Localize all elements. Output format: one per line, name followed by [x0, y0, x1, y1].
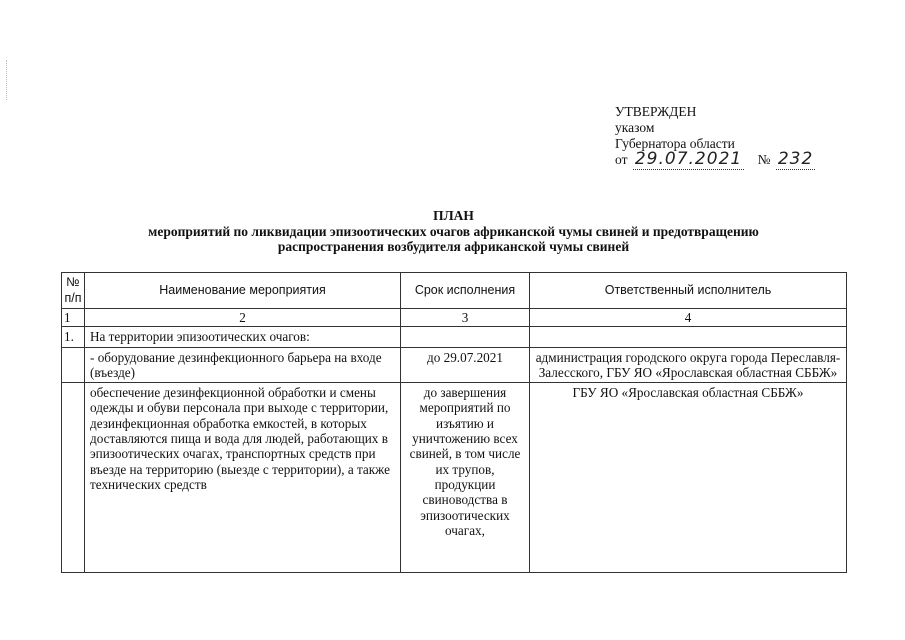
scan-artifact: [6, 60, 9, 100]
row-num: 1.: [62, 327, 85, 347]
table-index-row: [62, 309, 847, 327]
header-term: Срок исполнения: [401, 273, 530, 309]
row-resp: ГБУ ЯО «Ярославская областная СББЖ»: [530, 383, 847, 573]
handwritten-number: 232: [777, 149, 814, 169]
index-cell: 2: [85, 309, 401, 327]
document-title: [60, 208, 847, 255]
approval-line-approved: УТВЕРЖДЕН: [615, 104, 697, 119]
row-num: [62, 347, 85, 383]
row-name: обеспечение дезинфекционной обработки и смены одежды и обуви персонала при выходе с территории, дезинфекционная обработка емкостей, в которых доставляются пища и вода для людей, работающих в эпизоотических очагах, транспортных средств при въезде на территорию (выезде с территории), а также технических средств: [85, 383, 401, 573]
row-term: [401, 327, 530, 347]
title-plan: ПЛАН: [433, 208, 474, 223]
header-name: Наименование мероприятия: [85, 273, 401, 309]
number-prefix: №: [757, 152, 771, 167]
row-term: до завершения мероприятий по изъятию и уничтожению всех свиней, в том числе их трупов, продукции свиноводства в эпизоотических очагах,: [401, 383, 530, 573]
table-header-row: [62, 273, 847, 309]
approval-date-number: [615, 149, 815, 169]
approval-line-governor: Губернатора области: [615, 136, 735, 151]
index-cell: 4: [530, 309, 847, 327]
approval-line-decree: указом: [615, 120, 655, 135]
row-term: до 29.07.2021: [401, 347, 530, 383]
date-prefix: от: [615, 152, 628, 167]
table-row: [62, 347, 847, 383]
handwritten-date: 29.07.2021: [634, 149, 743, 169]
title-line-2: мероприятий по ликвидации эпизоотических очагов африканской чумы свиней и предотвращению: [148, 223, 759, 239]
header-num: № п/п: [62, 273, 85, 309]
row-resp: администрация городского округа города Переславля-Залесского, ГБУ ЯО «Ярославская областная СББЖ»: [530, 347, 847, 383]
row-num: [62, 383, 85, 573]
approval-stamp: [615, 104, 815, 168]
row-name: - оборудование дезинфекционного барьера на входе (въезде): [85, 347, 401, 383]
title-line-3: распространения возбудителя африканской чумы свиней: [277, 239, 630, 254]
table-row: [62, 327, 847, 347]
row-resp: [530, 327, 847, 347]
index-cell: 3: [401, 309, 530, 327]
table-row: [62, 383, 847, 573]
row-name: На территории эпизоотических очагов:: [85, 327, 401, 347]
header-resp: Ответственный исполнитель: [530, 273, 847, 309]
index-cell: 1: [62, 309, 85, 327]
plan-table: [61, 272, 847, 573]
